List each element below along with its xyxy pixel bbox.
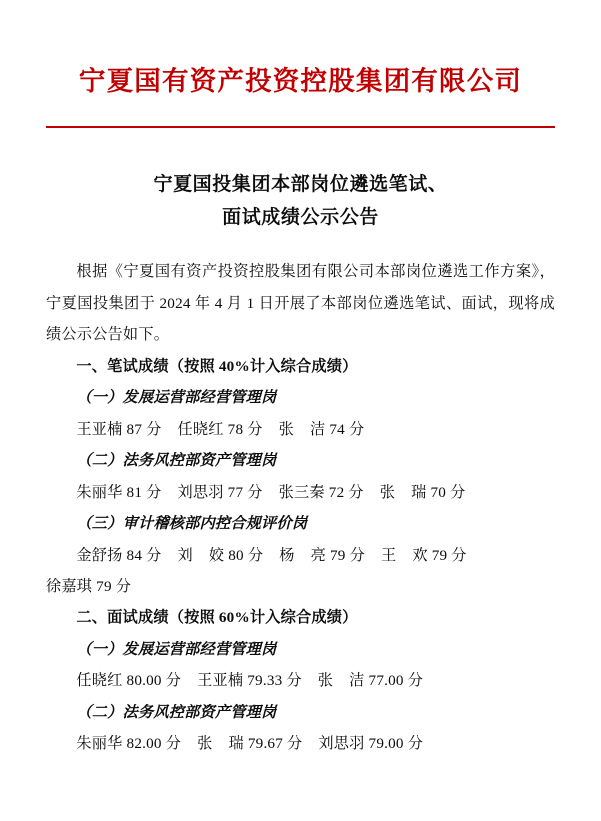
group-heading-1-2: （二）法务风控部资产管理岗	[76, 452, 277, 470]
page-title-line-1: 宁夏国投集团本部岗位遴选笔试、	[153, 173, 448, 195]
masthead	[46, 0, 555, 128]
group-heading-1-1: （一）发展运营部经营管理岗	[76, 389, 277, 407]
page-title	[46, 168, 555, 235]
intro-paragraph: 根据《宁夏国有资产投资控股集团有限公司本部岗位遴选工作方案》，宁夏国投集团于 2024 年 4 月 1 日开展了本部岗位遴选笔试、面试，现将成绩公示公告如下。	[46, 263, 555, 344]
group-heading-1-3: （三）审计稽核部内控合规评价岗	[76, 515, 308, 533]
score-line-2-2-1: 朱丽华 82.00 分 张 瑞 79.67 分 刘思羽 79.00 分	[76, 735, 424, 753]
section-heading-2: 二、面试成绩（按照 60%计入综合成绩）	[76, 609, 358, 627]
score-line-1-3-2: 徐嘉琪 79 分	[46, 577, 132, 595]
score-line-2-1-1: 任晓红 80.00 分 王亚楠 79.33 分 张 洁 77.00 分	[76, 672, 424, 690]
document-body	[46, 256, 555, 760]
score-line-1-2-1: 朱丽华 81 分 刘思羽 77 分 张三秦 72 分 张 瑞 70 分	[76, 483, 466, 501]
group-heading-2-2: （二）法务风控部资产管理岗	[76, 703, 277, 721]
company-name: 宁夏国有资产投资控股集团有限公司	[78, 66, 523, 96]
score-line-1-3-1: 金舒扬 84 分 刘 姣 80 分 杨 亮 79 分 王 欢 79 分	[76, 546, 467, 564]
page-title-line-2: 面试成绩公示公告	[222, 207, 379, 229]
masthead-divider	[46, 126, 555, 128]
score-line-1-1-1: 王亚楠 87 分 任晓红 78 分 张 洁 74 分	[76, 420, 365, 438]
group-heading-2-1: （一）发展运营部经营管理岗	[76, 640, 277, 658]
section-heading-1: 一、笔试成绩（按照 40%计入综合成绩）	[76, 357, 358, 375]
